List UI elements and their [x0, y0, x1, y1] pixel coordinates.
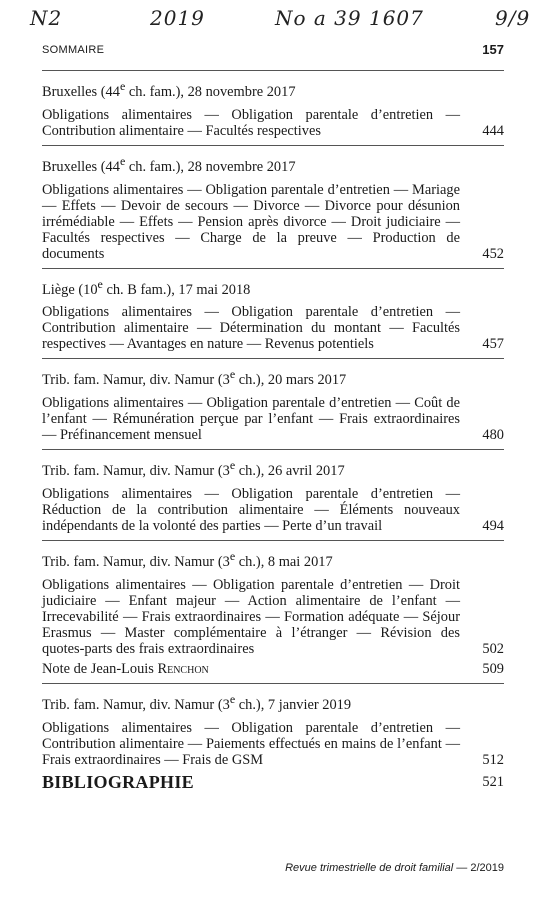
toc-entry — [42, 269, 504, 359]
entry-page[interactable]: 444 — [482, 122, 504, 139]
table-of-contents — [42, 70, 504, 774]
toc-entry — [42, 450, 504, 540]
journal-issue: — 2/2019 — [456, 862, 504, 874]
court-reference: Trib. fam. Namur, div. Namur (3e ch.), 7 janvier 2019 — [42, 691, 352, 713]
bibliography-row — [42, 772, 504, 793]
handwritten-note-d: 9/9 — [495, 6, 531, 30]
bibliography-title[interactable]: BIBLIOGRAPHIE — [42, 772, 194, 792]
entry-note — [42, 661, 474, 677]
court-reference: Trib. fam. Namur, div. Namur (3e ch.), 26 avril 2017 — [42, 458, 345, 479]
bibliography-page[interactable]: 521 — [482, 774, 504, 790]
court-reference: Bruxelles (44e ch. fam.), 28 novembre 2017 — [42, 153, 296, 175]
entry-page[interactable]: 452 — [482, 245, 504, 262]
entry-keywords: Obligations alimentaires — Obligation parentale d’entretien — Coût de l’enfant — Rémunération perçue par l’enfant — Frais extraordinaires — Préfinancement mensuel — [42, 395, 460, 444]
toc-entry — [42, 684, 504, 774]
toc-entry — [42, 359, 504, 449]
entry-keywords: Obligations alimentaires — Obligation parentale d’entretien — Droit judiciaire — Enfant majeur — Action alimentaire de l’enfant — Irrecevabilité — Frais extraordinaires — Formation adéquate — Séjour Erasmus — Master complémentaire à l’étranger — Révision des quotes-parts des frais extraordinaires — [42, 576, 460, 657]
journal-footer — [285, 862, 504, 874]
note-prefix: Note de Jean-Louis — [42, 660, 158, 677]
toc-entry — [42, 71, 504, 145]
journal-title: Revue trimestrielle de droit familial — [285, 862, 454, 874]
handwritten-note-c: No a 39 1607 — [275, 6, 424, 30]
entry-page[interactable]: 512 — [482, 751, 504, 768]
entry-page[interactable]: 494 — [482, 517, 504, 534]
entry-keywords: Obligations alimentaires — Obligation parentale d’entretien — Réduction de la contribution alimentaire — Éléments nouveaux indépendants de la volonté des parties — Perte d’un travail — [42, 485, 460, 534]
entry-page[interactable]: 480 — [482, 427, 504, 444]
page-number: 157 — [482, 42, 504, 57]
entry-keywords: Obligations alimentaires — Obligation parentale d’entretien — Contribution alimentaire — Facultés respectives — [42, 106, 460, 139]
court-reference: Liège (10e ch. B fam.), 17 mai 2018 — [42, 276, 251, 298]
entry-page[interactable]: 502 — [482, 640, 504, 657]
note-author: Renchon — [157, 660, 209, 677]
court-reference: Trib. fam. Namur, div. Namur (3e ch.), 20 mars 2017 — [42, 367, 347, 389]
court-reference: Bruxelles (44e ch. fam.), 28 novembre 2017 — [42, 79, 296, 100]
section-header: SOMMAIRE — [42, 44, 105, 56]
entry-page[interactable]: 457 — [482, 336, 504, 353]
toc-entry — [42, 541, 504, 683]
court-reference: Trib. fam. Namur, div. Namur (3e ch.), 8 mai 2017 — [42, 548, 333, 570]
note-page[interactable]: 509 — [482, 660, 504, 677]
entry-keywords: Obligations alimentaires — Obligation parentale d’entretien — Contribution alimentaire — Détermination du montant — Facultés respectives — Avantages en nature — Revenus potentiels — [42, 304, 460, 353]
handwritten-note-b: 2019 — [150, 6, 205, 30]
entry-keywords: Obligations alimentaires — Obligation parentale d’entretien — Contribution alimentaire — Paiements effectués en mains de l’enfant — Frais extraordinaires — Frais de GSM — [42, 719, 460, 768]
handwritten-note-a: N2 — [30, 6, 63, 30]
entry-keywords: Obligations alimentaires — Obligation parentale d’entretien — Mariage — Effets — Devoir de secours — Divorce — Divorce pour désunion irrémédiable — Effets — Pension après divorce — Droit judiciaire — Facultés respectives — Charge de la preuve — Production de documents — [42, 181, 460, 262]
toc-entry — [42, 146, 504, 268]
